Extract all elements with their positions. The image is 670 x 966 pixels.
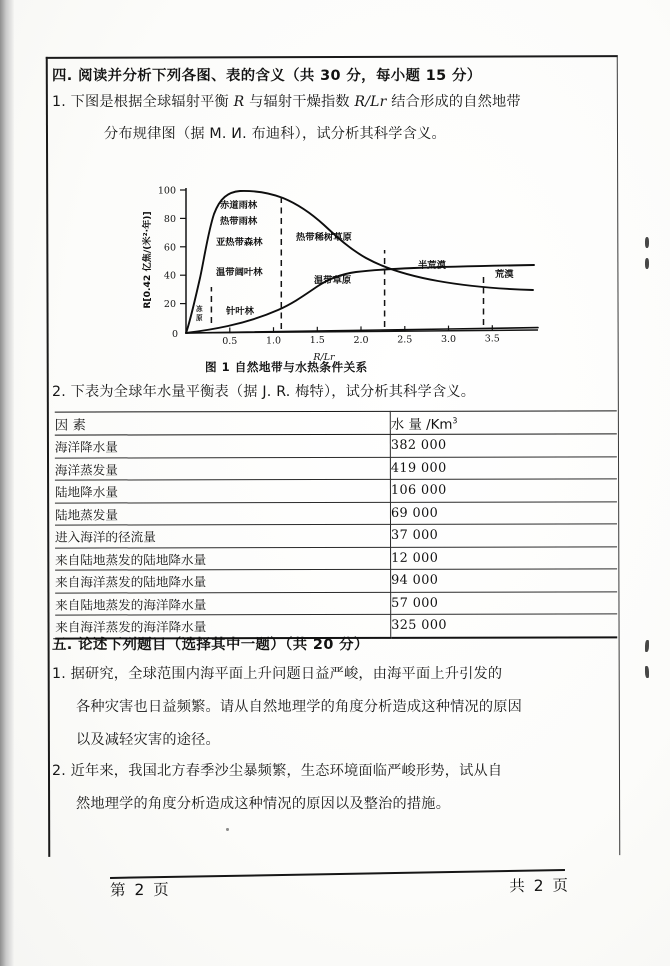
section-four-question-1-line-1 bbox=[52, 95, 618, 109]
symbol-R-over-Lr: R/Lr bbox=[354, 94, 387, 110]
scan-speck bbox=[226, 828, 229, 831]
symbol-R: R bbox=[233, 94, 245, 110]
zone-label-subtropical-forest: 亚热带森林 bbox=[216, 237, 263, 248]
cell-factor: 海洋蒸发量 bbox=[55, 457, 391, 480]
table-row bbox=[55, 524, 617, 548]
table-row bbox=[55, 434, 617, 458]
svg-text:1.5: 1.5 bbox=[309, 335, 325, 347]
scan-speck bbox=[645, 237, 649, 248]
scan-speck bbox=[645, 640, 649, 652]
scan-speck bbox=[645, 666, 649, 678]
table-row bbox=[55, 456, 617, 480]
x-axis-tick-labels bbox=[222, 334, 500, 347]
y-axis-label: R[0.42 亿焦/(米²·年)] bbox=[142, 211, 153, 309]
y-axis-ticks bbox=[180, 190, 186, 304]
cell-factor: 陆地蒸发量 bbox=[55, 502, 391, 525]
table-header-amount bbox=[390, 411, 617, 434]
svg-text:60: 60 bbox=[163, 242, 176, 254]
figure-1-chart bbox=[128, 172, 548, 372]
table-header-factor: 因 素 bbox=[55, 411, 391, 435]
cell-amount: 94 000 bbox=[391, 569, 618, 592]
svg-text:40: 40 bbox=[163, 270, 176, 282]
cell-factor: 陆地降水量 bbox=[55, 479, 391, 502]
section-five-question-2-line-1: 2. 近年来，我国北方春季沙尘暴频繁，生态环境面临严峻形势，试从自 bbox=[52, 763, 503, 779]
cell-amount: 37 000 bbox=[390, 524, 617, 547]
cell-factor: 来自海洋蒸发的海洋降水量 bbox=[55, 614, 391, 638]
figure-1-caption-wrap bbox=[205, 356, 505, 375]
q1-text-c: 结合形成的自然地带 bbox=[386, 94, 521, 110]
natural-zones-vs-hydrothermal-conditions-plot bbox=[128, 172, 548, 372]
table-row bbox=[55, 546, 617, 570]
section-five-question-1-line-3: 以及减轻灾害的途径。 bbox=[76, 732, 220, 748]
zone-label-equatorial-rainforest: 赤道雨林 bbox=[220, 200, 258, 211]
section-five-heading: 五. 论述下列题目（选择其中一题）（共 20 分） bbox=[52, 637, 369, 653]
cell-amount: 419 000 bbox=[390, 456, 617, 479]
cell-factor: 海洋降水量 bbox=[55, 434, 391, 457]
zone-label-tundra: 冻 bbox=[196, 305, 203, 313]
footer-page-number: 第 2 页 bbox=[109, 880, 171, 900]
section-four-question-1-line-2: 分布规律图（据 М. И. 布迪科），试分析其科学含义。 bbox=[104, 126, 446, 142]
section-four-question-2: 2. 下表为全球年水量平衡表（据 J. R. 梅特），试分析其科学含义。 bbox=[52, 384, 476, 400]
global-water-balance-table bbox=[55, 410, 617, 639]
zone-label-tropical-savanna: 热带稀树草原 bbox=[296, 232, 352, 243]
y-axis-tick-labels bbox=[158, 186, 178, 341]
table-header-row bbox=[55, 411, 617, 435]
zone-label-coniferous-forest: 针叶林 bbox=[226, 306, 254, 317]
table-row bbox=[55, 569, 617, 593]
zone-label-desert: 荒漠 bbox=[495, 269, 514, 280]
table-body bbox=[55, 434, 617, 638]
table-row bbox=[55, 591, 617, 615]
q1-text-a: 1. 下图是根据全球辐射平衡 bbox=[52, 94, 234, 110]
zone-label-tropical-rainforest: 热带雨林 bbox=[220, 216, 258, 227]
svg-text:3.0: 3.0 bbox=[440, 334, 457, 345]
section-five-question-1-line-1: 1. 据研究，全球范围内海平面上升问题日益严峻，由海平面上升引发的 bbox=[52, 666, 503, 682]
scan-speck bbox=[645, 258, 649, 269]
svg-text:100: 100 bbox=[157, 185, 176, 197]
cell-amount: 12 000 bbox=[391, 546, 618, 569]
cell-factor: 来自陆地蒸发的陆地降水量 bbox=[55, 547, 391, 570]
svg-text:2.0: 2.0 bbox=[353, 334, 369, 346]
svg-text:2.5: 2.5 bbox=[397, 334, 413, 346]
svg-text:80: 80 bbox=[163, 213, 176, 225]
svg-text:0.5: 0.5 bbox=[222, 336, 238, 347]
zone-label-temperate-steppe: 温带草原 bbox=[314, 275, 352, 286]
table-row bbox=[55, 479, 617, 503]
cell-amount: 382 000 bbox=[390, 434, 617, 457]
cell-amount: 57 000 bbox=[391, 591, 618, 614]
svg-text:20: 20 bbox=[163, 299, 176, 311]
svg-text:1.0: 1.0 bbox=[265, 335, 282, 347]
section-five-question-1-line-2: 各种灾害也日益频繁。请从自然地理学的角度分析造成这种情况的原因 bbox=[76, 699, 523, 715]
table-header-superscript: 3 bbox=[452, 415, 458, 425]
section-five-question-2-line-2: 然地理学的角度分析造成这种情况的原因以及整治的措施。 bbox=[76, 796, 451, 812]
zone-labels bbox=[196, 199, 514, 322]
table-row bbox=[55, 501, 617, 525]
table-header-amount-text: 水 量 /Km bbox=[390, 417, 453, 433]
section-four-heading: 四. 阅读并分析下列各图、表的含义（共 30 分，每小题 15 分） bbox=[52, 68, 482, 84]
cell-amount: 106 000 bbox=[390, 479, 617, 502]
cell-factor: 来自海洋蒸发的陆地降水量 bbox=[55, 569, 391, 592]
cell-factor: 进入海洋的径流量 bbox=[55, 524, 391, 547]
cell-factor: 来自陆地蒸发的海洋降水量 bbox=[55, 592, 391, 615]
x-axis-label: R/Lr bbox=[313, 352, 335, 363]
zone-label-semi-desert: 半荒漠 bbox=[418, 260, 446, 271]
svg-text:0: 0 bbox=[171, 329, 178, 340]
figure-1-caption: 图 1 自然地带与水热条件关系 bbox=[205, 360, 368, 374]
cell-amount: 69 000 bbox=[390, 501, 617, 524]
q1-text-b: 与辐射干燥指数 bbox=[244, 94, 355, 110]
footer-total-pages: 共 2 页 bbox=[509, 876, 571, 896]
cell-amount: 325 000 bbox=[391, 614, 618, 637]
zone-label-tundra-2: 原 bbox=[196, 314, 203, 322]
svg-text:3.5: 3.5 bbox=[484, 333, 500, 345]
zone-label-temperate-broadleaf-forest: 温带阔叶林 bbox=[216, 267, 263, 278]
